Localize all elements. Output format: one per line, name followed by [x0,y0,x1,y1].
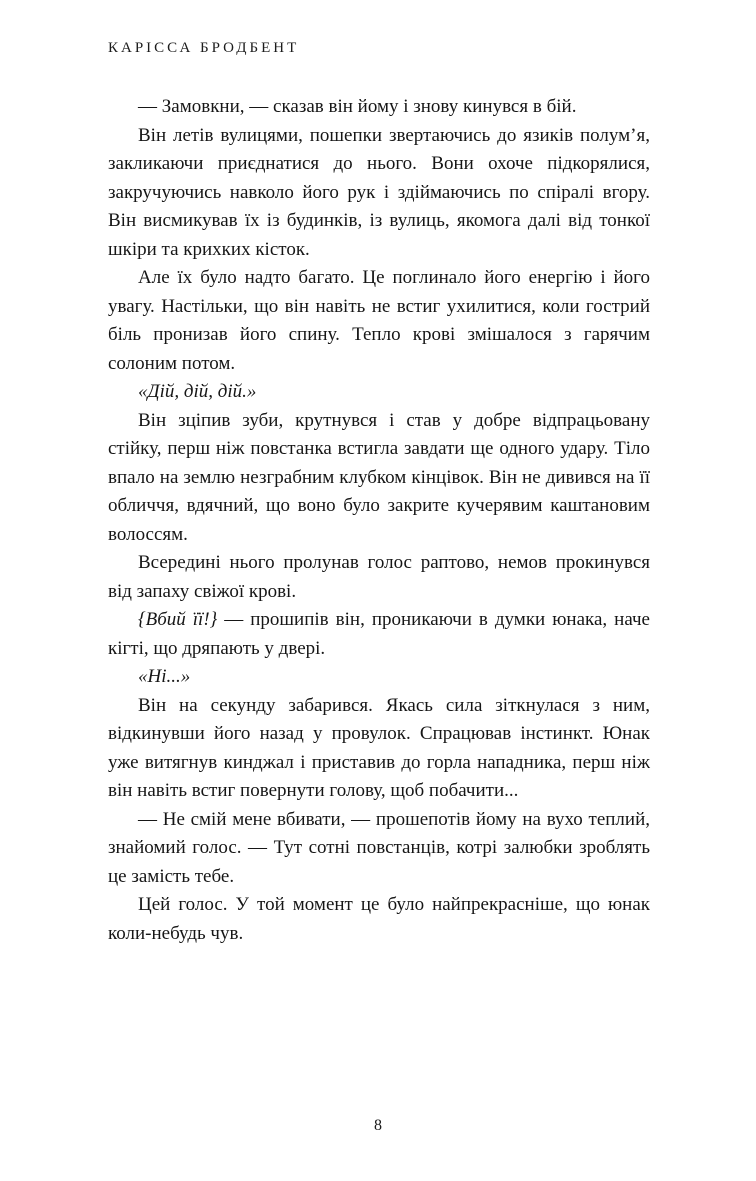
paragraph: Цей голос. У той момент це було найпрекрасніше, що юнак коли-небудь чув. [108,894,650,944]
paragraph: — Замовкни, — сказав він йому і знову кинувся в бій. [138,96,577,117]
page-number: 8 [374,1117,382,1134]
inner-voice-text: {Вбий її!} [138,609,218,630]
paragraph-mixed [108,606,650,663]
paragraph: — Не смій мене вбивати, — прошепотів йому на вухо теплий, знайомий голос. — Тут сотні повстанців, котрі залюбки зроблять це замість тебе. [108,808,650,887]
paragraph: Він на секунду забарився. Якась сила зіткнулася з ним, відкинувши його назад у провулок. Спрацював інстинкт. Юнак уже витягнув кинджал і приставив до горла нападника, перш ніж він навіть встиг повернути голову, щоб побачити... [108,694,650,801]
paragraph-text: — прошипів він, проникаючи в думки юнака, наче кігті, що дряпають у двері. [108,609,650,659]
paragraph-inner-thought: «Ні...» [138,666,191,687]
running-header: КАРІССА БРОДБЕНТ [108,40,300,56]
paragraph: Але їх було надто багато. Це поглинало його енергію і його увагу. Настільки, що він навіть не встиг ухилитися, коли гострий біль пронизав його спину. Тепло крові змішалося з гарячим солоним потом. [108,267,650,374]
paragraph: Він летів вулицями, пошепки звертаючись до язиків полум’я, закликаючи приєднатися до нього. Вони охоче підкорялися, закручуючись навколо його рук і здіймаючись по спіралі вгору. Він висмикував їх із будинків, із вулиць, якомога далі від тонкої шкіри та крихких кісток. [108,124,650,260]
paragraph: Всередині нього пролунав голос раптово, немов прокинувся від запаху свіжої крові. [108,552,650,602]
text-block [108,93,650,948]
paragraph: Він зціпив зуби, крутнувся і став у добре відпрацьовану стійку, перш ніж повстанка встигла завдати ще одного удару. Тіло впало на землю незграбним клубком кінцівок. Він не дивився на її обличчя, вдячний, що воно було закрите кучерявим каштановим волоссям. [108,409,650,545]
paragraph-inner-thought: «Дій, дій, дій.» [138,381,257,402]
